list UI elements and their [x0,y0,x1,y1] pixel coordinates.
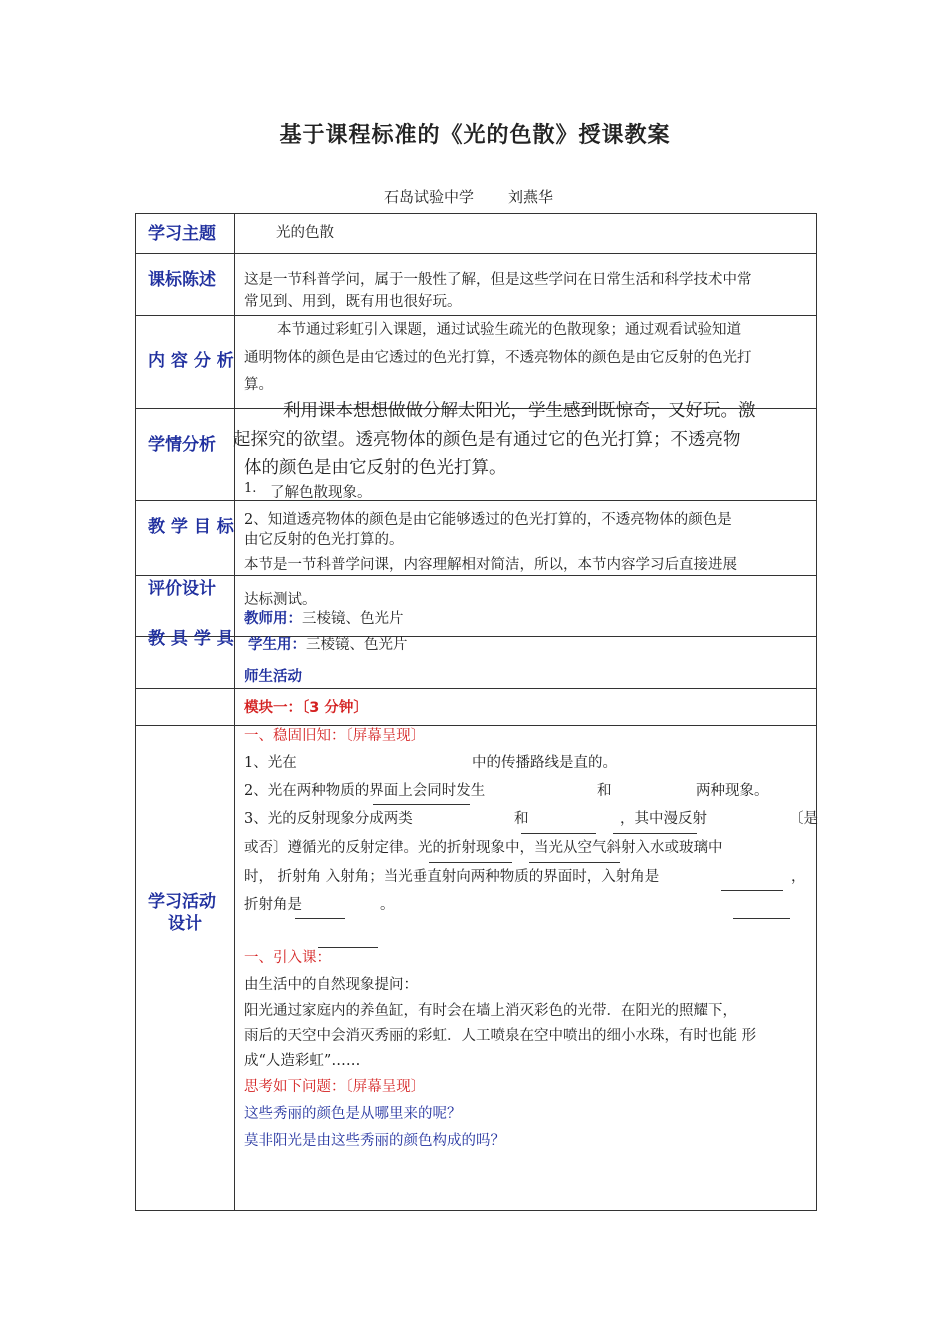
row-divider [135,253,817,254]
label-activity: 学习活动 [148,892,216,912]
row-divider [135,315,817,316]
answer-blank [429,862,512,863]
eval-line: 达标测试。 [244,592,317,608]
intro-line: 由生活中的自然现象提问： [244,977,418,993]
intro-line: 成“人造彩虹”…… [244,1053,361,1069]
student-tools-items: 三棱镜、色光片 [306,637,408,653]
review-title: 一、稳固旧知：〔屏幕呈现〕 [244,728,426,744]
question-2b: 和 [597,783,612,799]
question-3e: 或否〕遵循光的反射定律。光的折射现象中，当光从空气斜射入水或玻璃中 [244,840,723,856]
question-3h: 折射角是 [244,897,302,913]
goal-number: 1. [244,481,257,496]
content-line: 通明物体的颜色是由它透过的色光打算，不透亮物体的颜色是由它反射的色光打 [244,350,752,366]
answer-blank [733,918,790,919]
students-line: 起探究的欲望。透亮物体的颜色是有通过它的色光打算；不透亮物 [233,430,741,450]
standard-line: 这是一节科普学问，属于一般性了解，但是这些学问在日常生活和科学技术中常 [244,272,752,288]
answer-blank [721,890,783,891]
question-2c: 两种现象。 [696,783,769,799]
question-3a: 3、光的反射现象分成两类 [244,811,413,827]
row-divider [135,636,817,637]
row-divider [135,575,817,576]
question-3i: 。 [380,897,395,913]
question-3d: 〔是 [789,811,818,827]
question-1b: 中的传播路线是直的。 [472,755,617,771]
goal-line: 由它反射的色光打算的。 [244,532,404,548]
think-question: 这些秀丽的颜色是从哪里来的呢？ [244,1106,462,1122]
intro-title: 一、引入课： [244,950,331,966]
label-content: 内 容 分 析 [148,351,234,371]
school-name: 石岛试验中学 [384,188,475,206]
author-line [384,186,553,207]
label-goals: 教 学 目 标 [148,517,234,537]
question-3g: ， [791,869,806,885]
teacher-tools-label: 教师用： [244,611,302,627]
question-2a: 2、光在两种物质的界面上会同时发生 [244,783,486,799]
question-1a: 1、光在 [244,755,297,771]
intro-line: 阳光通过家庭内的养鱼缸，有时会在墙上消灭彩色的光带．在阳光的照耀下， [244,1003,737,1019]
teacher-tools [244,607,404,628]
label-eval: 评价设计 [148,579,216,599]
label-topic: 学习主题 [148,224,216,244]
question-3f: 时， 折射角 入射角；当光垂直射向两种物质的界面时，入射角是 [244,869,660,885]
answer-blank [373,804,470,805]
think-title: 思考如下问题：〔屏幕呈现〕 [244,1079,426,1095]
teacher-tools-items: 三棱镜、色光片 [302,611,404,627]
content-line: 本节通过彩虹引入课题，通过试验生疏光的色散现象；通过观看试验知道 [277,322,741,338]
module-title: 模块一：〔3 分钟〕 [244,700,368,716]
students-line: 利用课本想想做做分解太阳光，学生感到既惊奇，又好玩。激 [283,401,756,421]
question-3b: 和 [514,811,529,827]
answer-blank [613,833,697,834]
row-divider [135,688,817,689]
label-tools: 教 具 学 具 [148,629,234,649]
intro-line: 雨后的天空中会消灭秀丽的彩虹．人工喷泉在空中喷出的细小水珠，有时也能 形 [244,1028,757,1044]
column-divider [234,213,235,1211]
row-divider [135,500,817,501]
answer-blank [521,833,596,834]
answer-blank [529,862,620,863]
label-activity-2: 设计 [168,914,202,934]
label-students: 学情分析 [148,435,216,455]
topic-text: 光的色散 [276,225,334,241]
student-tools-label: 学生用： [248,637,306,653]
answer-blank [295,918,345,919]
standard-line: 常见到、用到，既有用也很好玩。 [244,294,462,310]
goal-line: 了解色散现象。 [270,485,372,501]
think-question: 莫非阳光是由这些秀丽的颜色构成的吗？ [244,1133,505,1149]
student-tools [248,633,408,654]
goal-line: 2、知道透亮物体的颜色是由它能够透过的色光打算的，不透亮物体的颜色是 [244,512,732,528]
eval-line: 本节是一节科普学问课，内容理解相对简洁，所以，本节内容学习后直接进展 [244,557,737,573]
activity-header: 师生活动 [244,669,302,685]
label-standard: 课标陈述 [148,270,216,290]
content-line: 算。 [244,377,273,393]
question-3c: ，其中漫反射 [620,811,707,827]
students-line: 体的颜色是由它反射的色光打算。 [244,458,507,478]
teacher-name: 刘燕华 [508,188,554,206]
page-title: 基于课程标准的《光的色散》授课教案 [279,123,671,148]
row-divider [135,725,817,726]
